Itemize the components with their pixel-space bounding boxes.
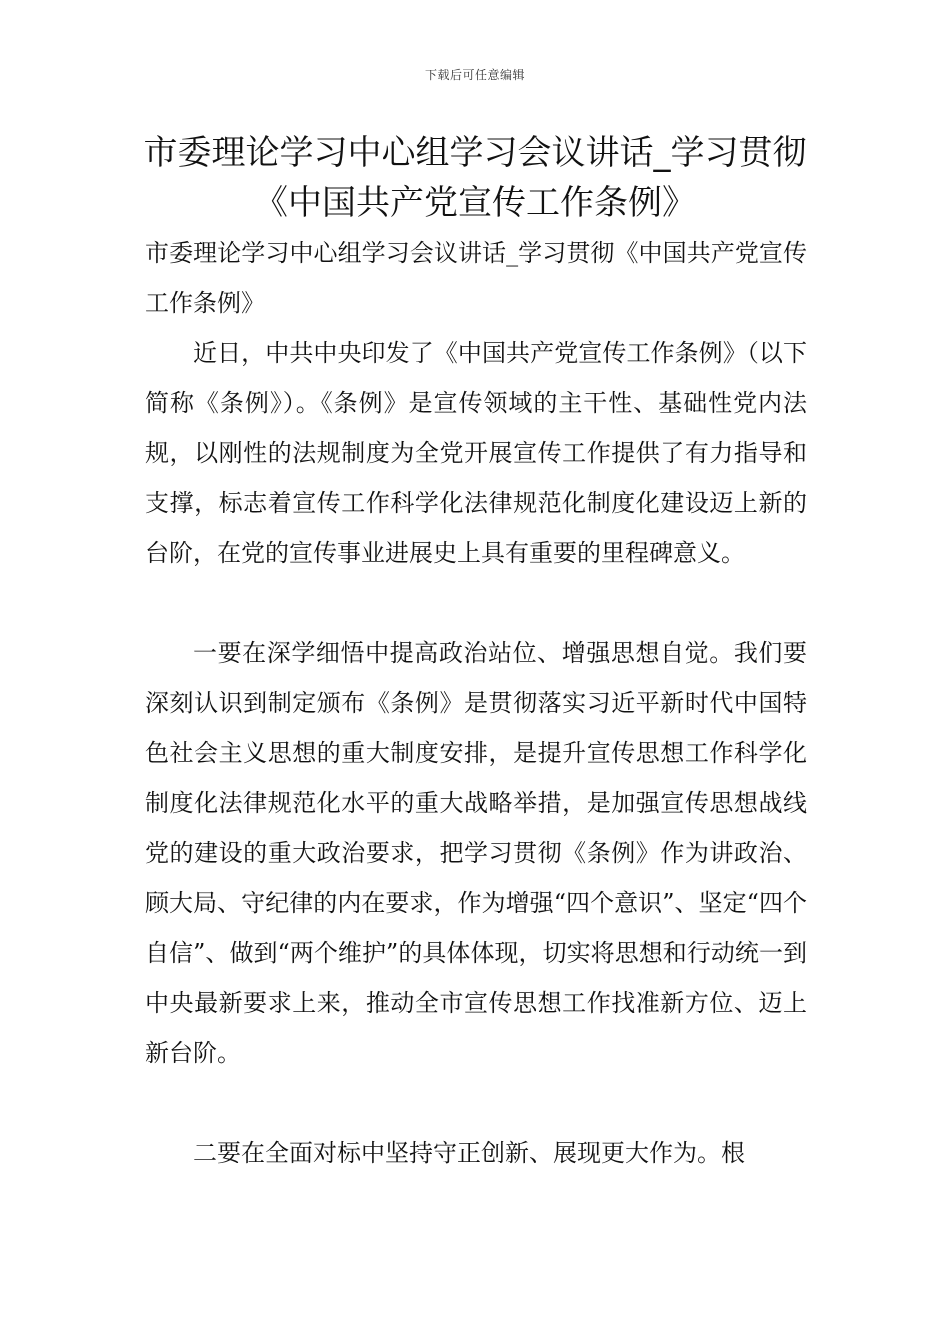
- paragraph-spacer: [145, 1078, 807, 1128]
- paragraph-intro: 近日，中共中央印发了《中国共产党宣传工作条例》（以下简称《条例》）。《条例》是宣传领域的主干性、基础性党内法规，以刚性的法规制度为全党开展宣传工作提供了有力指导和支撑，标志着宣传工作科学化法律规范化制度化建设迈上新的台阶，在党的宣传事业进展史上具有重要的里程碑意义。: [145, 339, 807, 567]
- document-body: [145, 228, 807, 1178]
- header-note: 下载后可任意编辑: [424, 68, 525, 82]
- paragraph-point-one: 一要在深学细悟中提高政治站位、增强思想自觉。我们要深刻认识到制定颁布《条例》是贯彻落实习近平新时代中国特色社会主义思想的重大制度安排，是提升宣传思想工作科学化制度化法律规范化水平的重大战略举措，是加强宣传思想战线党的建设的重大政治要求，把学习贯彻《条例》作为讲政治、顾大局、守纪律的内在要求，作为增强“四个意识”、坚定“四个自信”、做到“两个维护”的具体体现，切实将思想和行动统一到中央最新要求上来，推动全市宣传思想工作找准新方位、迈上新台阶。: [145, 639, 807, 1067]
- document-title: 市委理论学习中心组学习会议讲话_学习贯彻《中国共产党宣传工作条例》: [143, 133, 807, 223]
- paragraph-spacer: [145, 578, 807, 628]
- paragraph-point-two: 二要在全面对标中坚持守正创新、展现更大作为。根: [193, 1139, 745, 1167]
- document-subtitle: 市委理论学习中心组学习会议讲话_学习贯彻《中国共产党宣传工作条例》: [145, 239, 807, 317]
